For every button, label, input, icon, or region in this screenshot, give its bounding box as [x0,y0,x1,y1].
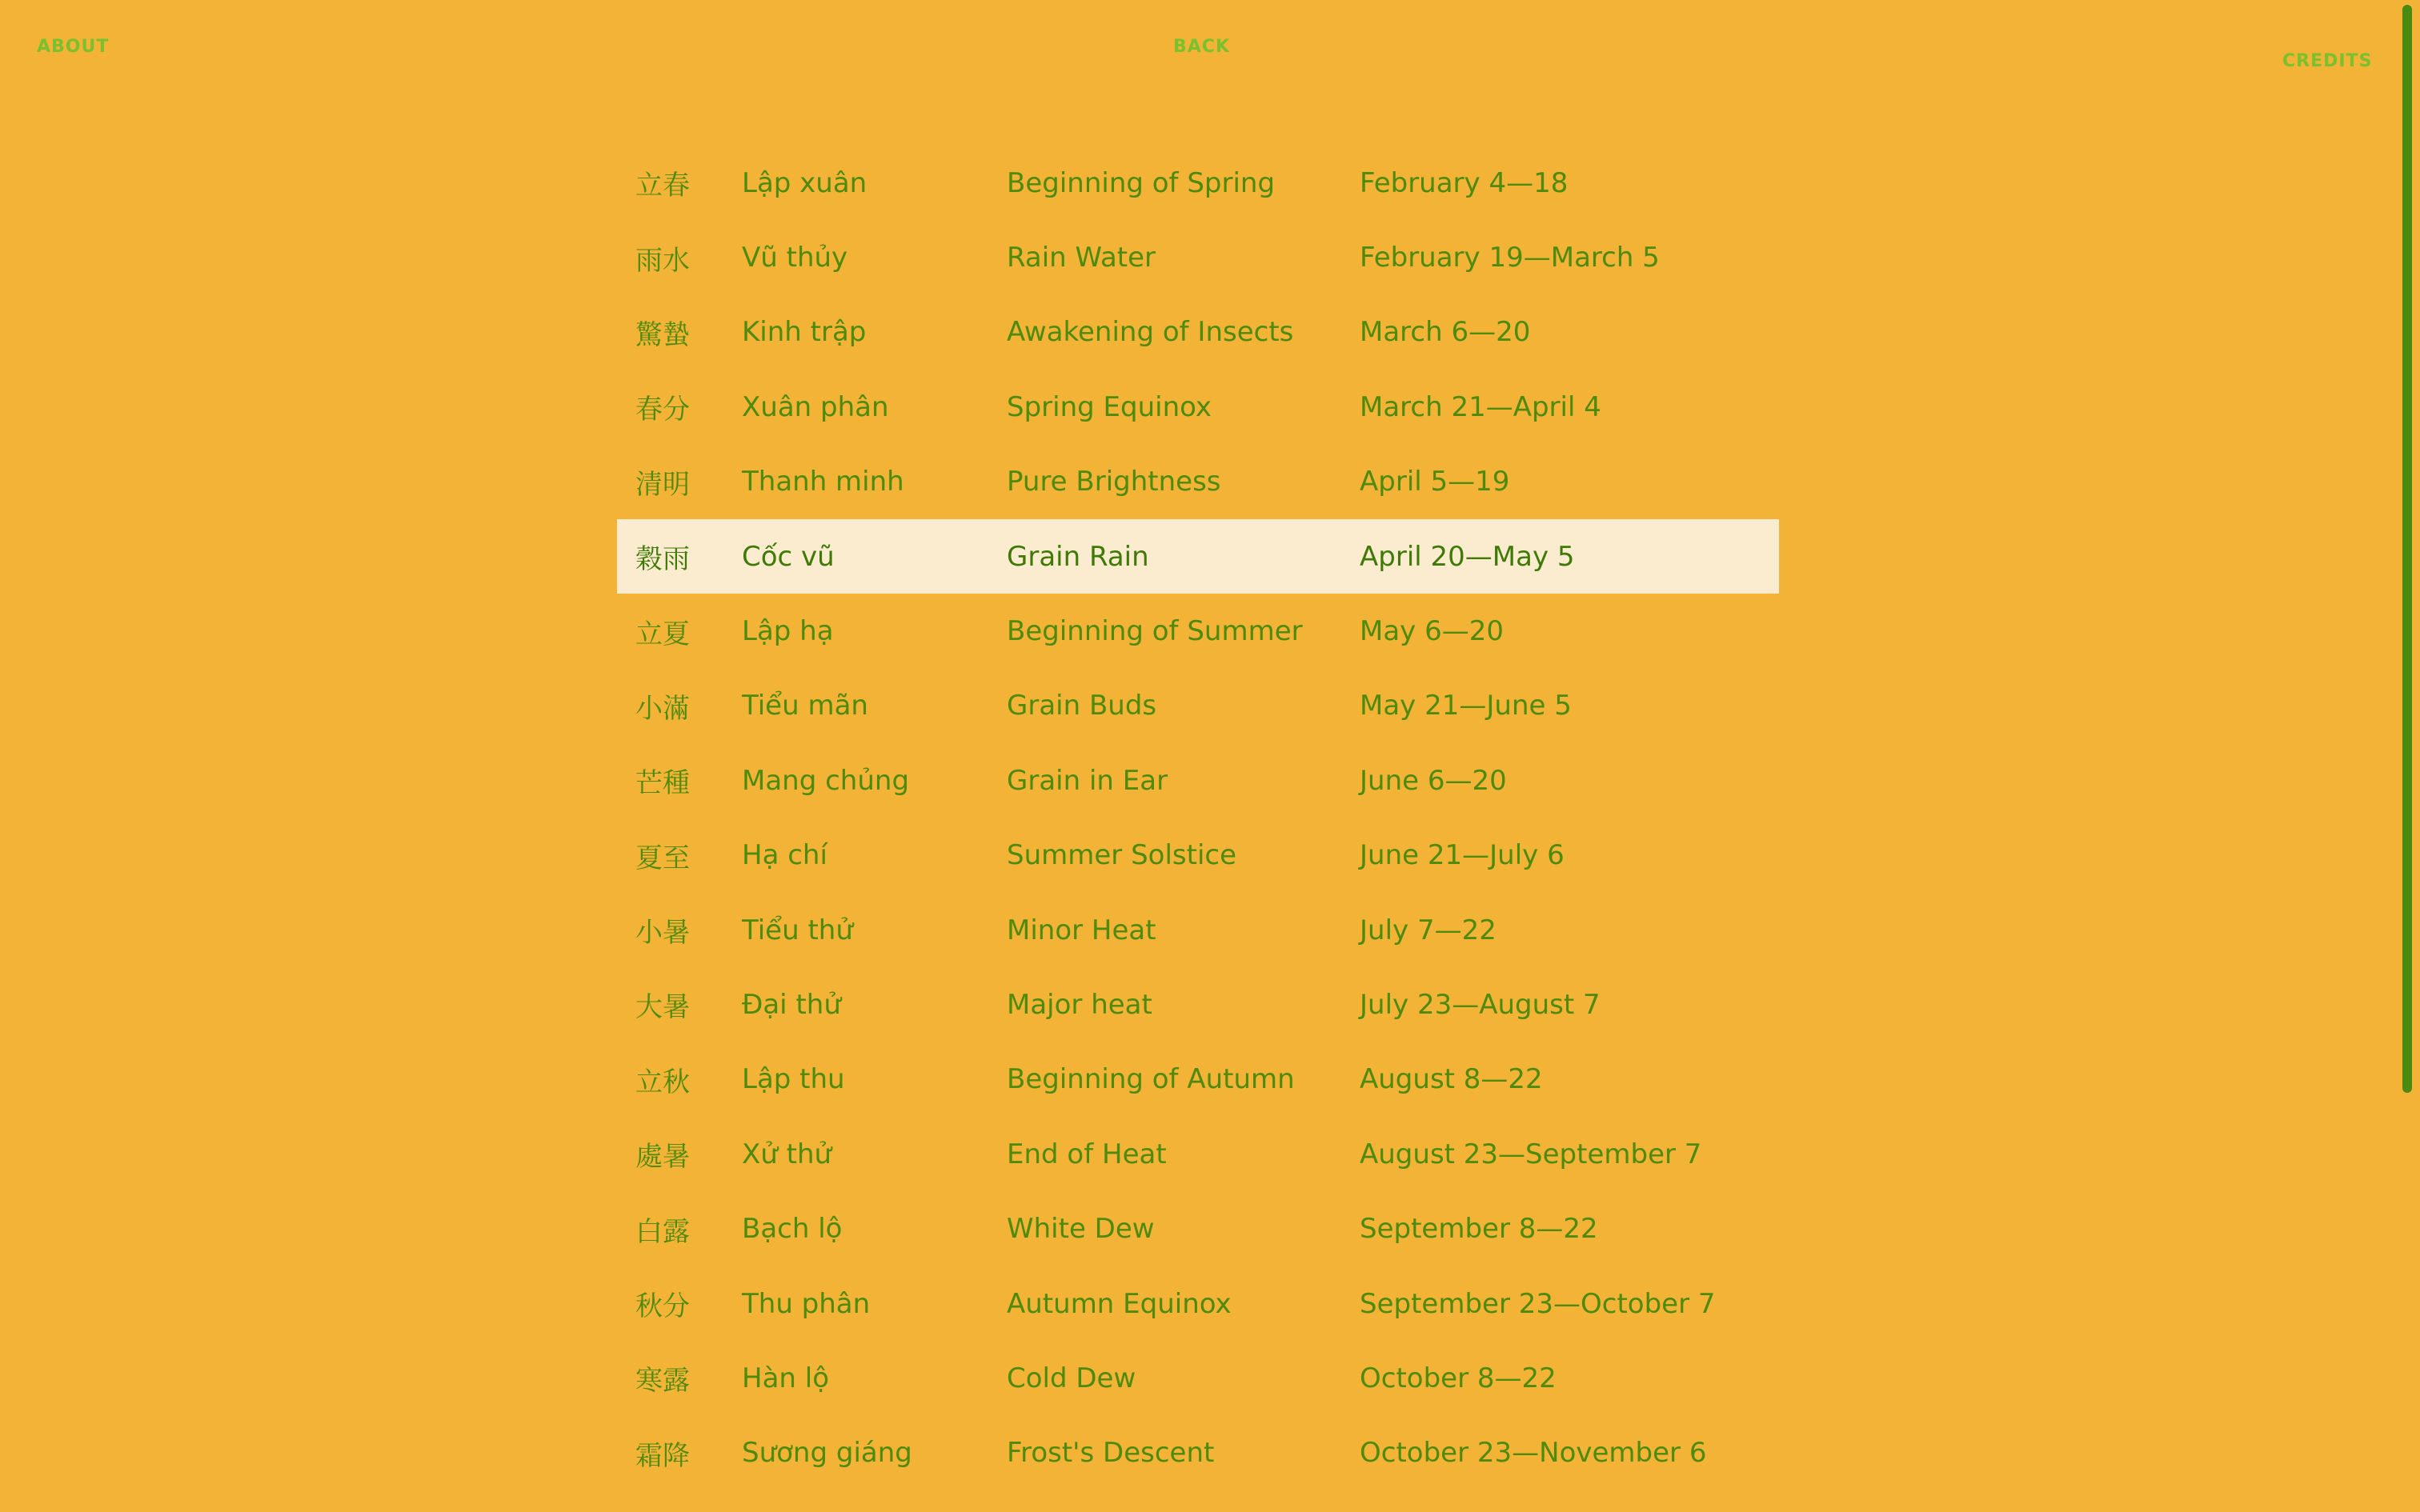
table-row[interactable] [617,445,1779,519]
term-vietnamese: Lập hạ [742,615,834,648]
term-vietnamese: Tiểu thử [742,914,853,946]
term-hanzi: 秋分 [635,1290,690,1323]
back-link[interactable]: BACK [1173,37,1230,57]
term-vietnamese: Vũ thủy [742,242,848,274]
term-vietnamese: Bạch lộ [742,1213,843,1246]
term-vietnamese: Hàn lộ [742,1362,830,1394]
term-dates: October 8—22 [1360,1362,1557,1394]
table-row[interactable] [617,669,1779,743]
term-dates: February 4—18 [1360,166,1569,199]
term-hanzi: 芒種 [635,767,690,800]
term-english: Beginning of Autumn [1007,1063,1295,1096]
term-dates: March 21—April 4 [1360,390,1601,423]
table-row[interactable] [617,743,1779,818]
term-vietnamese: Hạ chí [742,839,827,872]
table-row[interactable] [617,818,1779,893]
term-hanzi: 清明 [635,468,690,501]
term-hanzi: 夏至 [635,842,690,874]
term-hanzi: 白露 [635,1215,690,1248]
term-english: Pure Brightness [1007,466,1221,498]
solar-terms-table [617,146,1779,1490]
term-vietnamese: Đại thử [742,988,841,1021]
table-row[interactable] [617,220,1779,294]
term-english: Awakening of Insects [1007,316,1294,349]
term-hanzi: 春分 [635,394,690,426]
term-english: Spring Equinox [1007,390,1212,423]
table-row[interactable] [617,1416,1779,1490]
term-english: Grain in Ear [1007,764,1168,797]
term-english: Grain Buds [1007,690,1157,722]
term-vietnamese: Mang chủng [742,764,910,797]
term-hanzi: 小滿 [635,692,690,725]
term-english: Cold Dew [1007,1362,1136,1394]
table-row[interactable] [617,295,1779,370]
table-row[interactable] [617,1341,1779,1415]
term-dates: April 20—May 5 [1360,540,1575,573]
table-row[interactable] [617,594,1779,668]
term-dates: March 6—20 [1360,316,1531,349]
term-english: Autumn Equinox [1007,1287,1232,1320]
term-hanzi: 立春 [635,170,690,202]
table-row[interactable] [617,370,1779,444]
table-row[interactable] [617,1266,1779,1341]
term-dates: June 21—July 6 [1360,839,1565,872]
scrollbar-thumb[interactable] [2402,5,2412,1093]
term-hanzi: 大暑 [635,991,690,1024]
term-hanzi: 驚蟄 [635,318,690,351]
table-row[interactable] [617,1191,1779,1266]
table-row[interactable] [617,1042,1779,1117]
term-hanzi: 寒露 [635,1365,690,1398]
about-link[interactable]: ABOUT [37,37,110,57]
term-dates: July 7—22 [1360,914,1496,946]
term-hanzi: 小暑 [635,917,690,950]
term-dates: October 23—November 6 [1360,1437,1707,1470]
term-dates: May 6—20 [1360,615,1504,648]
term-dates: September 23—October 7 [1360,1287,1716,1320]
table-row[interactable] [617,967,1779,1042]
table-row[interactable] [617,146,1779,220]
term-english: Grain Rain [1007,540,1149,573]
term-dates: February 19—March 5 [1360,242,1660,274]
term-vietnamese: Lập thu [742,1063,845,1096]
term-hanzi: 立夏 [635,618,690,650]
term-hanzi: 霜降 [635,1439,690,1472]
table-row[interactable] [617,893,1779,967]
term-vietnamese: Sương giáng [742,1437,912,1470]
table-row[interactable] [617,1117,1779,1191]
term-english: Beginning of Spring [1007,166,1276,199]
term-vietnamese: Thu phân [742,1287,871,1320]
term-english: Rain Water [1007,242,1156,274]
term-dates: August 8—22 [1360,1063,1543,1096]
term-hanzi: 處暑 [635,1141,690,1174]
term-english: Frost's Descent [1007,1437,1215,1470]
term-vietnamese: Thanh minh [742,466,904,498]
term-hanzi: 立秋 [635,1066,690,1098]
term-dates: September 8—22 [1360,1213,1598,1246]
term-hanzi: 雨水 [635,244,690,277]
term-vietnamese: Cốc vũ [742,540,835,573]
table-row-selected[interactable] [617,519,1779,594]
credits-link[interactable]: CREDITS [2282,51,2373,71]
term-dates: August 23—September 7 [1360,1138,1702,1170]
term-hanzi: 穀雨 [635,543,690,576]
term-dates: July 23—August 7 [1360,988,1601,1021]
term-dates: June 6—20 [1360,764,1507,797]
term-dates: April 5—19 [1360,466,1510,498]
term-english: Major heat [1007,988,1152,1021]
term-english: Summer Solstice [1007,839,1237,872]
term-dates: May 21—June 5 [1360,690,1572,722]
term-vietnamese: Lập xuân [742,166,867,199]
term-vietnamese: Xử thử [742,1138,832,1170]
term-english: Beginning of Summer [1007,615,1303,648]
term-vietnamese: Xuân phân [742,390,889,423]
term-vietnamese: Tiểu mãn [742,690,868,722]
term-english: End of Heat [1007,1138,1167,1170]
term-english: White Dew [1007,1213,1155,1246]
term-english: Minor Heat [1007,914,1156,946]
term-vietnamese: Kinh trập [742,316,867,349]
